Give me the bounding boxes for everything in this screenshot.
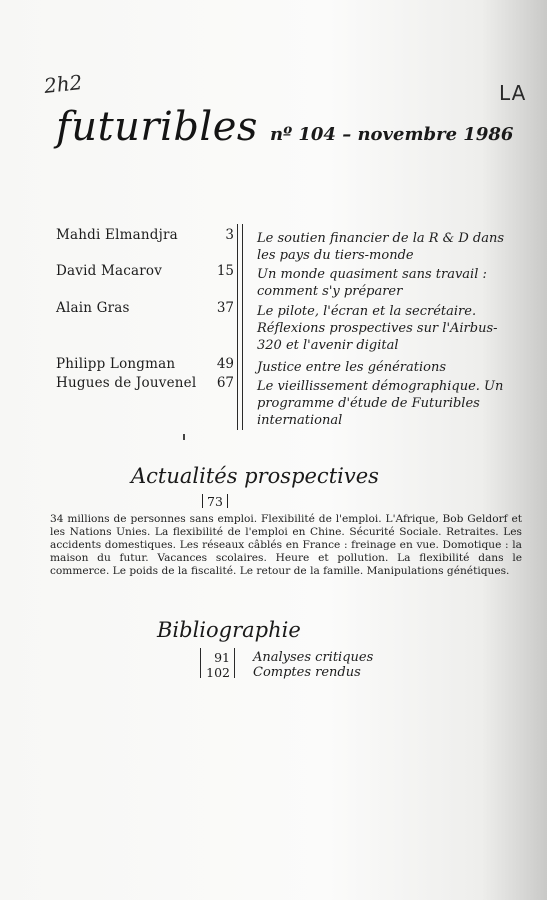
bib-label: Analyses critiques bbox=[253, 650, 374, 665]
section-title-actualites: Actualités prospectives bbox=[131, 464, 379, 488]
toc-article-title[interactable]: Justice entre les générations bbox=[257, 360, 447, 375]
bib-label: Comptes rendus bbox=[253, 665, 361, 680]
actualites-page-number: 73 bbox=[207, 494, 223, 509]
toc-page-number: 37 bbox=[216, 300, 234, 316]
bib-page-number: 102 bbox=[206, 665, 230, 680]
page-ref-bar bbox=[227, 494, 228, 508]
toc-author: David Macarov bbox=[56, 263, 163, 279]
actualites-summary: 34 millions de personnes sans emploi. Flexibilité de l'emploi. L'Afrique, Bob Geldorf et les Nations Unies. La flexibilité de l'emploi en Chine. Sécurité Sociale. Retraites. Les accidents domestiques. Les réseaux câblés en France : freinage en vue. Domotique : la maison du futur. Vacances scolaires. Heure et pollution. La flexibilité dans le commerce. Le poids de la fiscalité. Le retour de la famille. Manipulations génétiques. bbox=[50, 513, 522, 577]
toc-page-number: 15 bbox=[216, 263, 234, 279]
issue-number-date: nº 104 – novembre 1986 bbox=[270, 124, 514, 145]
toc-article-title[interactable]: Le pilote, l'écran et la secrétaire. Réflexions prospectives sur l'Airbus-320 et l'avenir digital bbox=[257, 304, 498, 353]
toc-divider-right bbox=[242, 224, 243, 430]
bib-page-number: 91 bbox=[214, 650, 230, 665]
toc-page-number: 49 bbox=[216, 356, 234, 372]
toc-article-title[interactable]: Le vieillissement démographique. Un programme d'étude de Futuribles international bbox=[257, 379, 504, 428]
actualites-page-ref bbox=[198, 494, 232, 509]
handwritten-note-top-left: 2h2 bbox=[42, 70, 84, 98]
toc-author: Alain Gras bbox=[56, 300, 130, 316]
bib-divider-right bbox=[234, 648, 235, 678]
toc-page-number: 67 bbox=[216, 375, 234, 391]
toc-author: Mahdi Elmandjra bbox=[56, 227, 178, 243]
scan-speck bbox=[183, 434, 185, 440]
handwritten-note-top-right: LA bbox=[499, 81, 527, 105]
toc-article-title[interactable]: Le soutien financier de la R & D dans les pays du tiers-monde bbox=[257, 231, 505, 263]
toc-author: Hugues de Jouvenel bbox=[56, 375, 197, 391]
toc-divider-left bbox=[237, 224, 238, 430]
masthead-logo: futuribles bbox=[56, 104, 258, 150]
page-ref-bar bbox=[202, 494, 203, 508]
section-title-bibliographie: Bibliographie bbox=[157, 618, 301, 642]
toc-author: Philipp Longman bbox=[56, 356, 176, 372]
toc-page-number: 3 bbox=[225, 227, 234, 243]
toc-article-title[interactable]: Un monde quasiment sans travail : comment s'y préparer bbox=[257, 267, 487, 299]
